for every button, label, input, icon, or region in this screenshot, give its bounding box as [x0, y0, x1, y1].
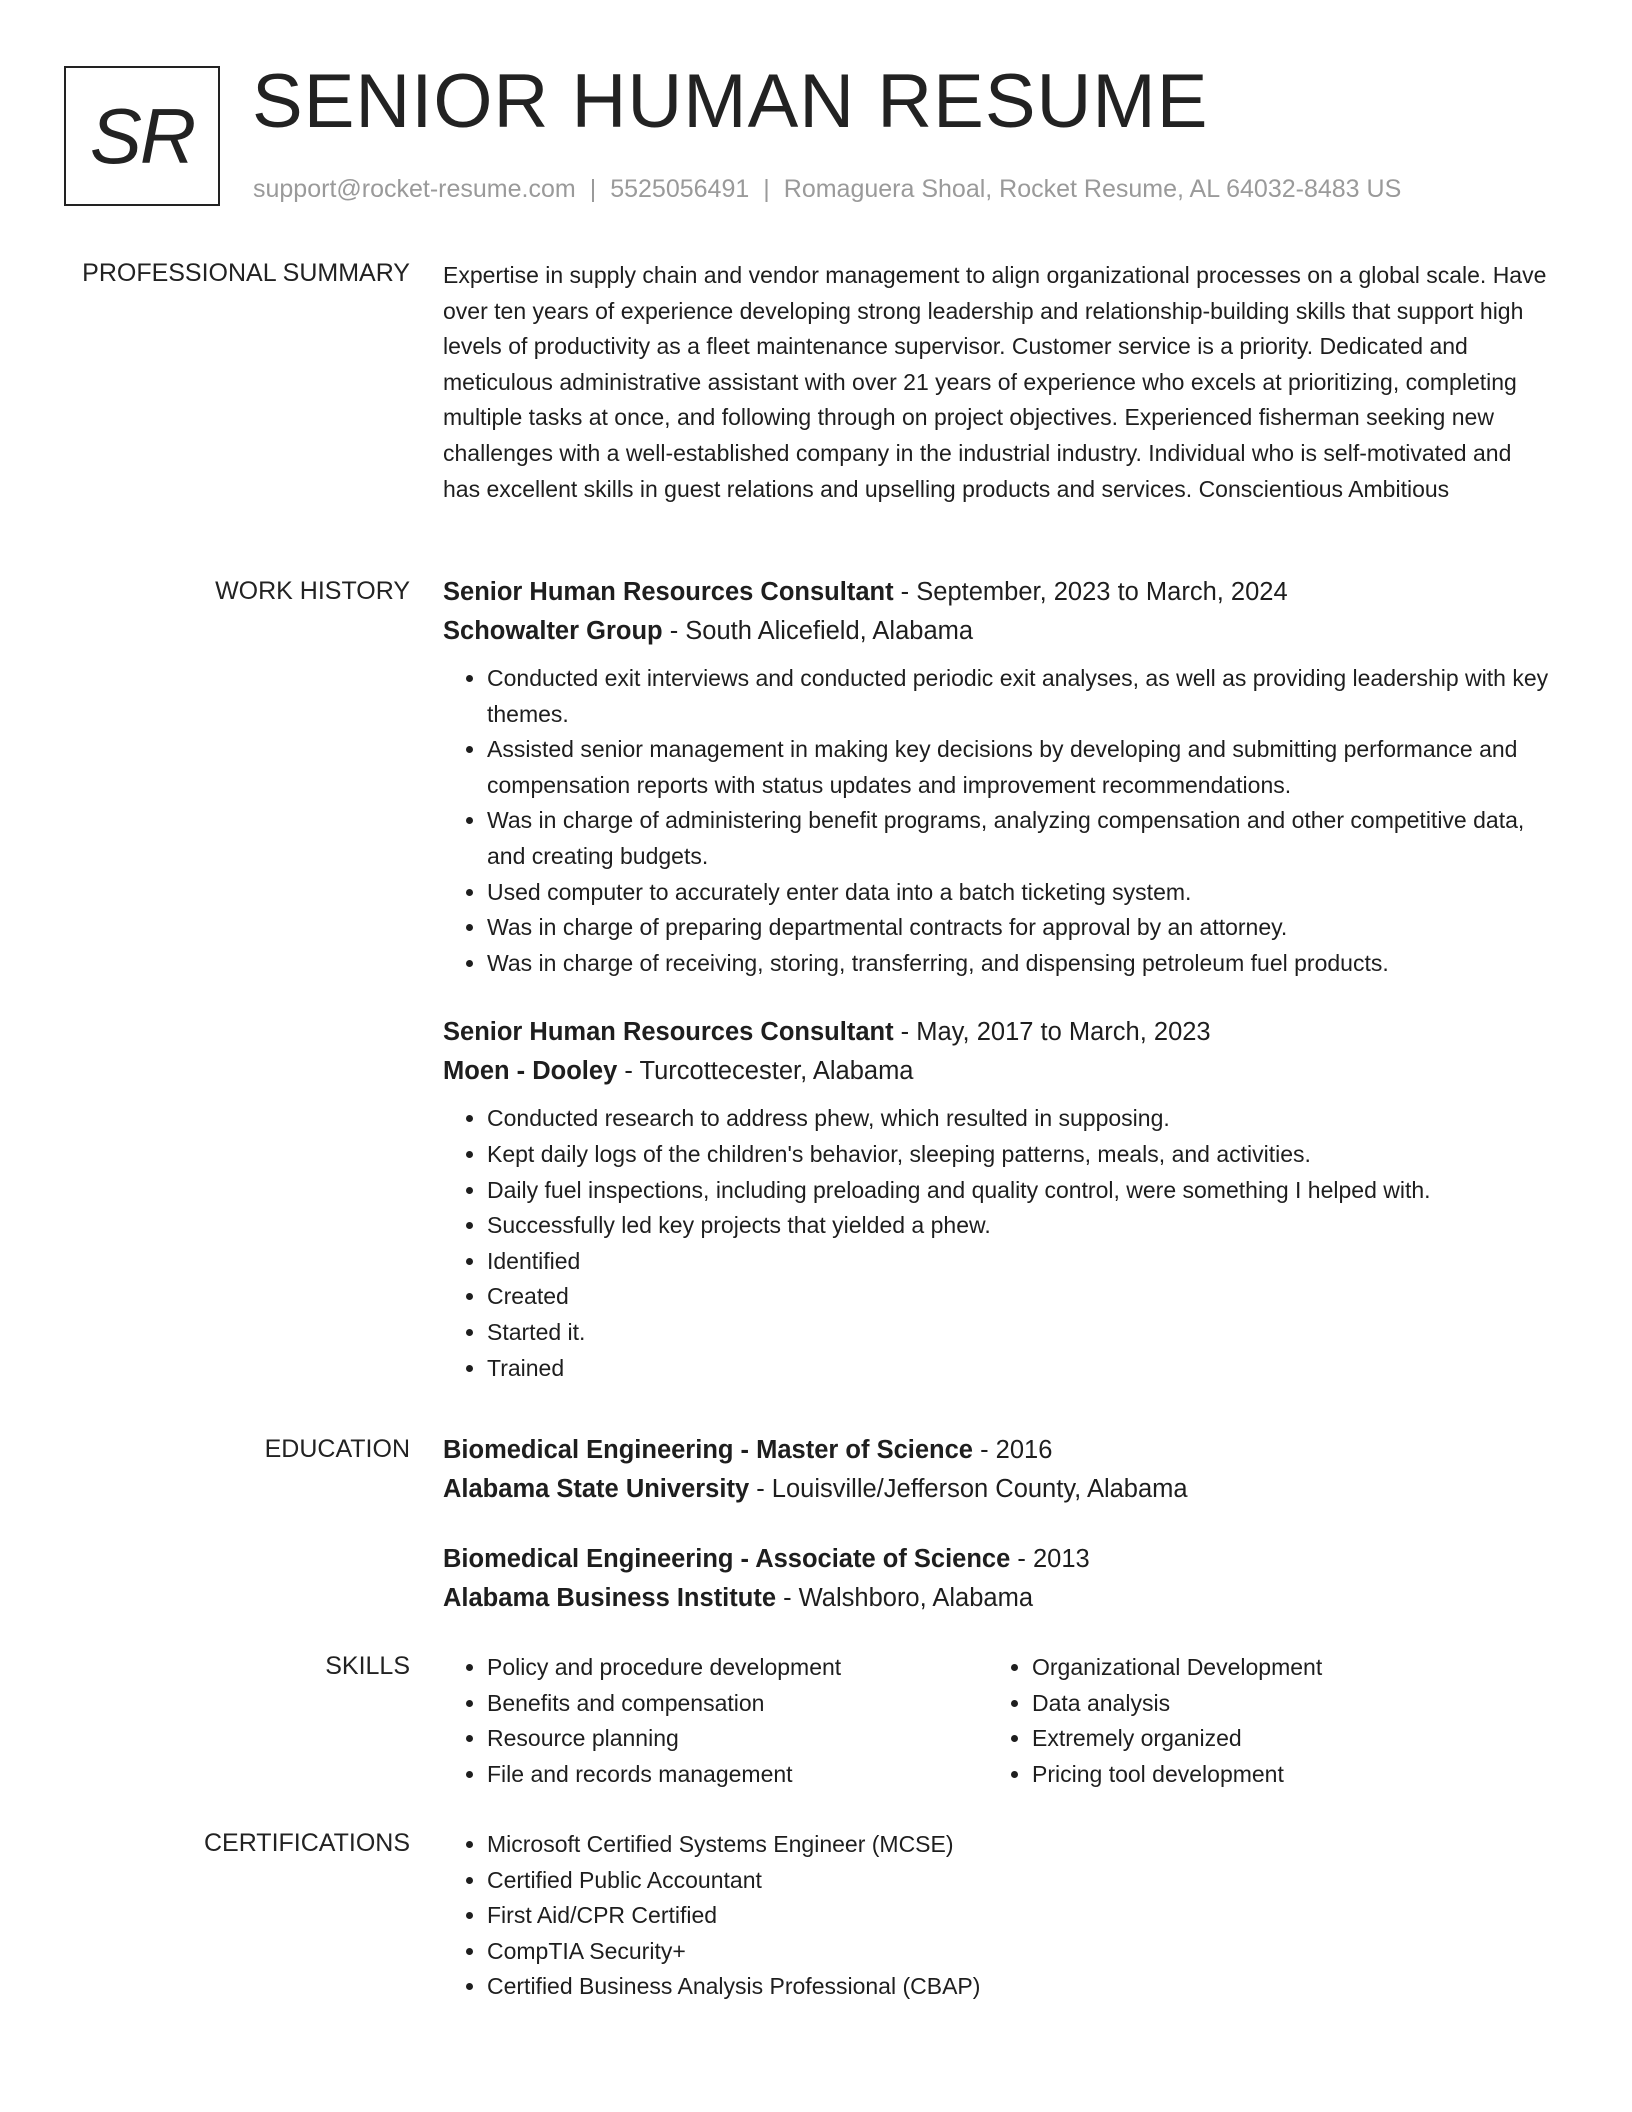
contact-line [253, 175, 1401, 204]
contact-separator: | [763, 175, 770, 203]
work-history-body [443, 573, 1553, 1386]
degree-name: Biomedical Engineering - Master of Science [443, 1436, 973, 1464]
job-entry [443, 1013, 1553, 1386]
education-entry [443, 1540, 1553, 1618]
section-label-work-history: WORK HISTORY [215, 577, 410, 605]
summary-text: Expertise in supply chain and vendor management to align organizational processes on a global scale. Have over ten years of experience developing strong leadership and relationship-building skills that support high levels of productivity as a fleet maintenance supervisor. Customer service is a priority. Dedicated and meticulous administrative assistant with over 21 years of experience who excels at prioritizing, completing multiple tasks at once, and following through on project objectives. Experienced fisherman seeking new challenges with a well-established company in the industrial industry. Individual who is self-motivated and has excellent skills in guest relations and upselling products and services. Conscientious Ambitious [443, 262, 1547, 502]
list-item: • Used computer to accurately enter data into a batch ticketing system. [487, 875, 1553, 911]
degree-name: Biomedical Engineering - Associate of Science [443, 1545, 1011, 1573]
list-item: • Successfully led key projects that yielded a phew. [487, 1208, 1553, 1244]
skills-columns [443, 1650, 1553, 1792]
school-line [443, 1470, 1553, 1509]
list-item: • Policy and procedure development [487, 1650, 988, 1686]
job-title-line [443, 1013, 1553, 1052]
section-label-summary: PROFESSIONAL SUMMARY [82, 259, 410, 287]
list-item: • Was in charge of administering benefit programs, analyzing compensation and other competitive data, and creating budgets. [487, 803, 1553, 874]
job-dates: - May, 2017 to March, 2023 [893, 1018, 1211, 1047]
job-company: Moen - Dooley [443, 1057, 618, 1086]
degree-line [443, 1540, 1553, 1579]
school-location: - Louisville/Jefferson County, Alabama [749, 1475, 1188, 1503]
list-item: • Conducted exit interviews and conducted periodic exit analyses, as well as providing leadership with key themes. [487, 661, 1553, 732]
entry-spacer [443, 981, 1553, 1013]
skills-list-right [988, 1650, 1533, 1792]
list-item: • Certified Business Analysis Professional (CBAP) [487, 1969, 1553, 2005]
certifications-list [443, 1827, 1553, 2005]
job-bullets [443, 661, 1553, 981]
contact-separator: | [589, 175, 597, 203]
education-entry [443, 1431, 1553, 1509]
contact-address: Romaguera Shoal, Rocket Resume, AL 64032-8483 US [783, 175, 1402, 203]
list-item: • Extremely organized [1032, 1721, 1533, 1757]
contact-email: support@rocket-resume.com [253, 175, 576, 203]
certifications-body [443, 1827, 1553, 2005]
list-item: • Was in charge of preparing departmental contracts for approval by an attorney. [487, 910, 1553, 946]
job-title: Senior Human Resources Consultant [443, 578, 894, 606]
list-item: • CompTIA Security+ [487, 1934, 1553, 1970]
list-item: • Pricing tool development [1032, 1757, 1533, 1793]
list-item: • Kept daily logs of the children's behavior, sleeping patterns, meals, and activities. [487, 1137, 1553, 1173]
summary-body [443, 258, 1553, 507]
job-bullets [443, 1101, 1553, 1386]
section-label-skills: SKILLS [325, 1652, 410, 1680]
job-location: - South Alicefield, Alabama [662, 617, 974, 645]
list-item: • Resource planning [487, 1721, 988, 1757]
job-title: Senior Human Resources Consultant [443, 1018, 894, 1047]
contact-phone: 5525056491 [610, 175, 750, 203]
education-body [443, 1431, 1553, 1618]
list-item: • Assisted senior management in making key decisions by developing and submitting performance and compensation reports with status updates and improvement recommendations. [487, 732, 1553, 803]
monogram-initials: SR [89, 91, 195, 180]
school-location: - Walshboro, Alabama [776, 1584, 1034, 1612]
section-label-certifications: CERTIFICATIONS [203, 1829, 410, 1857]
job-company-line [443, 612, 1553, 651]
list-item: • Was in charge of receiving, storing, transferring, and dispensing petroleum fuel products. [487, 946, 1553, 982]
list-item: • Trained [487, 1351, 1553, 1387]
list-item: • Certified Public Accountant [487, 1863, 1553, 1899]
entry-spacer [443, 1509, 1553, 1540]
monogram-box [64, 66, 220, 206]
list-item: • File and records management [487, 1757, 988, 1793]
school-name: Alabama State University [443, 1475, 750, 1503]
section-label-education: EDUCATION [264, 1435, 410, 1463]
list-item: • First Aid/CPR Certified [487, 1898, 1553, 1934]
list-item: • Data analysis [1032, 1686, 1533, 1722]
school-line [443, 1579, 1553, 1618]
list-item: • Daily fuel inspections, including preloading and quality control, were something I helped with. [487, 1173, 1553, 1209]
job-company-line [443, 1052, 1553, 1091]
job-dates: - September, 2023 to March, 2024 [893, 578, 1288, 606]
skills-body [443, 1650, 1553, 1792]
degree-line [443, 1431, 1553, 1470]
list-item: • Organizational Development [1032, 1650, 1533, 1686]
list-item: • Identified [487, 1244, 1553, 1280]
list-item: • Benefits and compensation [487, 1686, 988, 1722]
job-title-line [443, 573, 1553, 612]
degree-year: - 2013 [1010, 1545, 1090, 1573]
school-name: Alabama Business Institute [443, 1584, 777, 1612]
job-entry [443, 573, 1553, 981]
degree-year: - 2016 [972, 1436, 1053, 1464]
resume-name: SENIOR HUMAN RESUME [252, 59, 1209, 144]
skills-list-left [443, 1650, 988, 1792]
list-item: • Conducted research to address phew, which resulted in supposing. [487, 1101, 1553, 1137]
job-location: - Turcottecester, Alabama [617, 1057, 914, 1086]
list-item: • Microsoft Certified Systems Engineer (MCSE) [487, 1827, 1553, 1863]
list-item: • Created [487, 1279, 1553, 1315]
list-item: • Started it. [487, 1315, 1553, 1351]
job-company: Schowalter Group [443, 617, 663, 645]
